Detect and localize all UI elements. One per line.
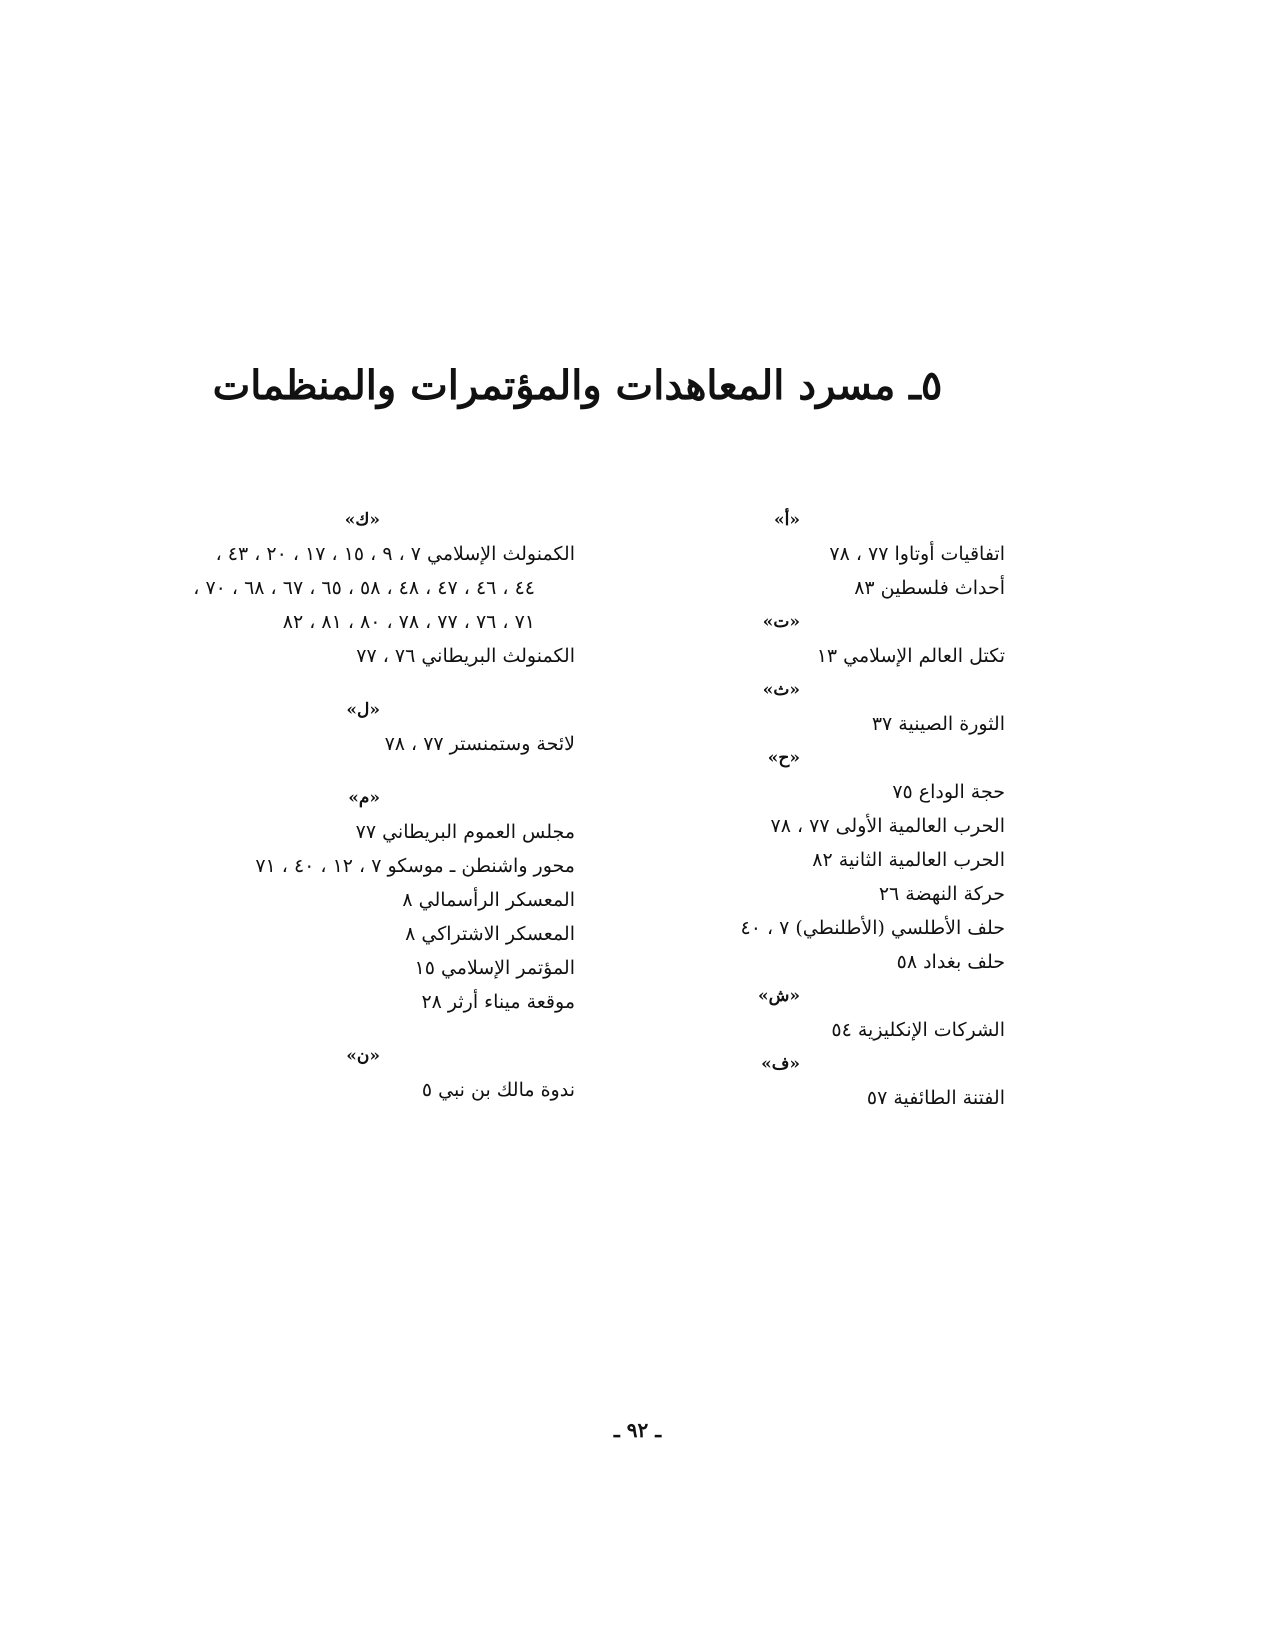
index-column-left: [155, 503, 575, 1107]
index-column-right: [705, 503, 1005, 1115]
index-entry: المعسكر الاشتراكي ٨: [405, 923, 575, 945]
index-entry: مجلس العموم البريطاني ٧٧: [355, 821, 575, 843]
section-letter-shin: «ش»: [757, 986, 800, 1006]
section-letter-kaf: «ك»: [344, 510, 380, 530]
index-entry-continuation: ٤٤ ، ٤٦ ، ٤٧ ، ٤٨ ، ٥٨ ، ٦٥ ، ٦٧ ، ٦٨ ، ٧٠ ،: [193, 577, 535, 599]
index-entry: المعسكر الرأسمالي ٨: [402, 889, 575, 911]
section-letter-nun: «ن»: [346, 1046, 380, 1066]
page-title: ٥ـ مسرد المعاهدات والمؤتمرات والمنظمات: [212, 362, 943, 409]
index-entry: تكتل العالم الإسلامي ١٣: [816, 645, 1005, 667]
index-entry: الشركات الإنكليزية ٥٤: [831, 1019, 1005, 1041]
index-entry: محور واشنطن ـ موسكو ٧ ، ١٢ ، ٤٠ ، ٧١: [255, 855, 575, 877]
index-entry: أحداث فلسطين ٨٣: [854, 577, 1005, 599]
section-letter-ha: «ح»: [767, 748, 800, 768]
index-entry: الفتنة الطائفية ٥٧: [866, 1087, 1005, 1109]
index-entry: المؤتمر الإسلامي ١٥: [414, 957, 575, 979]
index-entry: حركة النهضة ٢٦: [878, 883, 1005, 905]
index-entry-continuation: ٧١ ، ٧٦ ، ٧٧ ، ٧٨ ، ٨٠ ، ٨١ ، ٨٢: [282, 611, 535, 633]
section-letter-fa: «ف»: [761, 1054, 800, 1074]
section-letter-lam: «ل»: [346, 700, 380, 720]
section-letter-ta: «ت»: [762, 612, 800, 632]
index-entry: حجة الوداع ٧٥: [892, 781, 1005, 803]
section-letter-alef: «أ»: [774, 510, 800, 530]
section-letter-mim: «م»: [348, 788, 380, 808]
index-entry: الحرب العالمية الأولى ٧٧ ، ٧٨: [770, 815, 1005, 837]
index-entry: موقعة ميناء أرثر ٢٨: [421, 991, 575, 1013]
section-letter-tha: «ث»: [762, 680, 800, 700]
page-number: ـ ٩٢ ـ: [613, 1418, 662, 1442]
index-entry: اتفاقيات أوتاوا ٧٧ ، ٧٨: [829, 543, 1005, 565]
index-entry: لائحة وستمنستر ٧٧ ، ٧٨: [384, 733, 575, 755]
index-entry: الحرب العالمية الثانية ٨٢: [812, 849, 1005, 871]
index-entry: حلف الأطلسي (الأطلنطي) ٧ ، ٤٠: [740, 917, 1005, 939]
index-entry: حلف بغداد ٥٨: [896, 951, 1005, 973]
index-entry: الثورة الصينية ٣٧: [871, 713, 1005, 735]
index-entry: الكمنولث الإسلامي ٧ ، ٩ ، ١٥ ، ١٧ ، ٢٠ ، ٤٣ ،: [215, 543, 575, 565]
index-entry: ندوة مالك بن نبي ٥: [421, 1079, 575, 1101]
index-entry: الكمنولث البريطاني ٧٦ ، ٧٧: [356, 645, 575, 667]
